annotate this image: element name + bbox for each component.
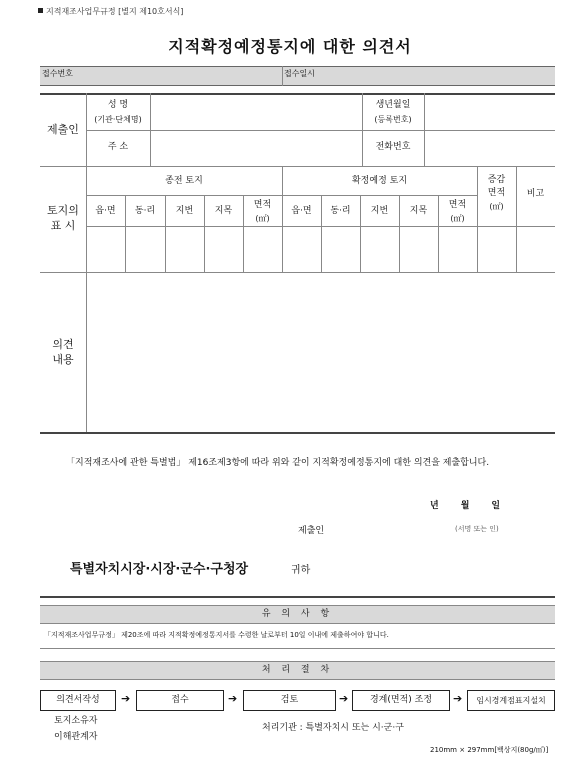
- former-lot-col: 지번: [175, 206, 194, 216]
- opinion-bottom-rule: [40, 432, 555, 434]
- submitter-top-rule: [40, 93, 555, 95]
- diff-area-label-1: 증감: [487, 175, 506, 185]
- receipt-divider: [282, 66, 283, 86]
- address-field[interactable]: [152, 132, 360, 164]
- former-town-col: 읍·면: [95, 206, 116, 216]
- planned-lot-col: 지번: [370, 206, 389, 216]
- arrow-right-icon: ➔: [453, 692, 463, 705]
- form-reference-text: 지적재조사업무규정 [별지 제10호서식]: [46, 7, 184, 16]
- planned-category-col: 지목: [409, 206, 428, 216]
- opinion-label-1: 의견: [52, 338, 74, 351]
- notice-title: 유 의 사 항: [40, 605, 555, 624]
- recipient-suffix: 귀하: [291, 565, 311, 576]
- paper-spec: 210mm × 297mm[백상지(80g/㎡)]: [430, 746, 549, 754]
- name-field[interactable]: [152, 96, 360, 128]
- bullet-square-icon: [38, 8, 43, 13]
- name-sub-label: (기관·단체명): [94, 115, 142, 124]
- birth-sub-label: (등록번호): [374, 115, 412, 124]
- arrow-right-icon: ➔: [228, 692, 238, 705]
- opinion-label-2: 내용: [52, 353, 74, 366]
- recipient-title: 특별자치시장·시장·군수·구청장: [70, 562, 249, 577]
- party-owner: 토지소유자: [54, 716, 98, 726]
- date-day: 일: [491, 501, 501, 511]
- statement-text: 「지적재조사에 관한 특별법」 제16조제3항에 따라 위와 같이 지적확정예정통지에 대한 의견을 제출합니다.: [66, 458, 490, 468]
- phone-field[interactable]: [426, 132, 554, 164]
- planned-land-header: 확정예정 토지: [351, 176, 408, 186]
- arrow-right-icon: ➔: [339, 692, 349, 705]
- land-section-label-1: 토지의: [47, 204, 79, 217]
- land-section-label-2: 표 시: [50, 219, 76, 232]
- step-receipt: 접수: [136, 690, 224, 711]
- notice-bottom-rule: [40, 648, 555, 649]
- former-area-col: 면적: [253, 200, 272, 210]
- date-line: [430, 498, 522, 511]
- process-title: 처 리 절 차: [40, 661, 555, 680]
- opinion-textarea[interactable]: [88, 274, 554, 430]
- step-write-opinion: 의견서작성: [40, 690, 116, 711]
- step-temp-marker: 임시경계점표지설치: [467, 690, 555, 711]
- receipt-date-label: 접수일시: [284, 69, 315, 78]
- address-label: 주 소: [107, 142, 129, 152]
- birth-label: 생년월일: [375, 100, 411, 110]
- receipt-number-label: 접수번호: [42, 69, 73, 78]
- planned-village-col: 동·리: [330, 206, 351, 216]
- form-reference: [38, 6, 183, 17]
- name-label: 성 명: [107, 100, 129, 110]
- diff-area-unit: (㎡): [489, 202, 504, 211]
- planned-town-col: 읍·면: [291, 206, 312, 216]
- former-land-header: 종전 토지: [165, 176, 203, 186]
- land-data-row[interactable]: [87, 228, 554, 271]
- notice-top-rule: [40, 596, 555, 598]
- submitter-vline-2: [150, 93, 151, 166]
- submitter-mid-rule: [86, 130, 555, 131]
- phone-label: 전화번호: [375, 142, 411, 152]
- former-area-unit: (㎡): [255, 214, 270, 223]
- processing-agency: 처리기관 : 특별자치시 또는 시·군·구: [262, 723, 404, 733]
- planned-area-col: 면적: [448, 200, 467, 210]
- planned-area-unit: (㎡): [450, 214, 465, 223]
- former-village-col: 동·리: [134, 206, 156, 216]
- party-interested: 이해관계자: [54, 732, 98, 742]
- form-title: 지적확정예정통지에 대한 의견서: [168, 37, 412, 56]
- date-month: 월: [460, 501, 470, 511]
- submitter-section-label: 제출인: [47, 123, 79, 136]
- notice-text: 「지적재조사업무규정」 제20조에 따라 지적확정예정통지서를 수령한 날로부터 10일 이내에 제출하여야 합니다.: [44, 631, 389, 639]
- birth-field[interactable]: [426, 96, 554, 128]
- diff-area-label-2: 면적: [487, 188, 506, 198]
- remark-label: 비고: [526, 189, 545, 199]
- step-review: 검토: [243, 690, 336, 711]
- land-bottom-rule: [40, 272, 555, 273]
- submitter-vline-4: [424, 93, 425, 166]
- signature-label: 제출인: [298, 526, 325, 536]
- step-boundary-adjust: 경계(면적) 조정: [352, 690, 450, 711]
- arrow-right-icon: ➔: [121, 692, 131, 705]
- date-year: 년: [430, 501, 439, 511]
- former-category-col: 지목: [214, 206, 233, 216]
- signature-note: (서명 또는 인): [455, 525, 499, 533]
